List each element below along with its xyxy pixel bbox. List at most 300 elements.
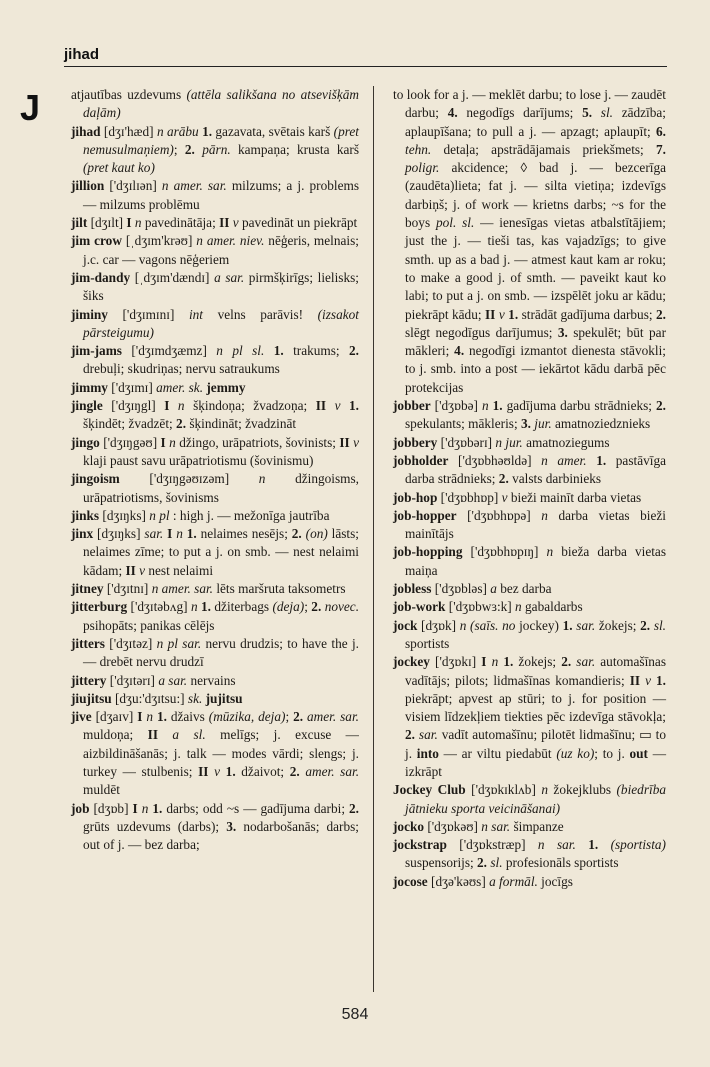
entry-bold-text: 1. (349, 398, 359, 414)
entry-bold-text: 2. (176, 416, 187, 432)
dictionary-entry (71, 800, 359, 855)
entry-italic-text: v (498, 306, 505, 322)
entry-italic-text: n (491, 654, 499, 670)
entry-text: lēts maršruta taksometrs (213, 581, 346, 597)
entry-bold-text: 1. (596, 452, 607, 468)
right-column (393, 86, 666, 891)
entry-bold-text: II (339, 434, 350, 450)
entry-bold-text: 2. (184, 141, 195, 157)
entry-text: gadījuma darbu strādnieks; (502, 398, 657, 414)
entry-italic-text: v (353, 434, 360, 450)
entry-italic-text: a sar. (158, 672, 188, 688)
entry-bold-text: jobbery (393, 434, 438, 450)
entry-bold-text: jemmy (206, 379, 246, 395)
entry-bold-text: jujitsu (205, 690, 243, 706)
entry-text: [dʒu:'dʒɪtsu:] (111, 690, 188, 706)
entry-text (158, 727, 172, 742)
entry-italic-text: sl. (490, 855, 503, 871)
entry-italic-text: n (190, 599, 198, 615)
entry-text: psihopāts; panikas cēlējs (83, 617, 215, 633)
entry-text: ['dʒɒbhɒp] (437, 489, 502, 505)
left-column (71, 86, 359, 854)
entry-italic-text: n amer. sar. (161, 178, 227, 194)
entry-text: — ar viltu piedabūt (438, 745, 557, 761)
entry-text: žokejklubs (547, 782, 617, 798)
entry-bold-text: II (629, 672, 641, 688)
entry-bold-text: into (416, 745, 439, 761)
entry-text: atjautības uzdevums (71, 87, 187, 102)
entry-bold-text: II (315, 398, 327, 414)
entry-italic-text: a formāl. (489, 873, 538, 889)
entry-italic-text: sar. (576, 617, 596, 633)
dictionary-entry (393, 781, 666, 818)
entry-bold-text: 5. (582, 105, 593, 121)
entry-bold-text: jitters (71, 635, 105, 651)
entry-text: nervu drudzis; to have the j. — drebēt nervu drudzī (83, 635, 359, 670)
entry-text (587, 453, 597, 468)
entry-bold-text: jock (393, 617, 418, 633)
entry-italic-text: a sar. (214, 269, 245, 285)
entry-bold-text: Jockey Club (393, 782, 466, 798)
entry-text: piekrāpt; apvest ap stūri; to j. for position — visiem līdzekļiem tiekties pēc izdevīga stāvokļa; (405, 690, 666, 725)
entry-italic-text: v (214, 763, 221, 779)
entry-text (576, 837, 588, 852)
dictionary-entry (393, 434, 666, 452)
page-number: 584 (341, 1006, 369, 1023)
entry-text: [dʒɪŋks] (93, 526, 145, 542)
entry-text: ; (304, 599, 312, 615)
entry-text: ['dʒɒbləs] (431, 581, 491, 597)
dictionary-entry (71, 672, 359, 690)
dictionary-entry (71, 507, 359, 525)
entry-bold-text: jingle (71, 398, 103, 414)
entry-italic-text: a sl. (172, 727, 206, 743)
entry-bold-text: job-hop (393, 489, 438, 505)
entry-bold-text: jinks (71, 507, 100, 523)
entry-text (326, 398, 335, 413)
dictionary-entry (71, 86, 359, 123)
entry-italic-text: sar. (418, 727, 438, 743)
entry-bold-text: jihad (71, 123, 101, 139)
dictionary-entry (393, 397, 666, 434)
entry-text: suspensorijs; (405, 855, 478, 871)
entry-bold-text: job (71, 800, 90, 816)
dictionary-entry (71, 690, 359, 708)
entry-text: pavedinātāja; (141, 215, 220, 231)
entry-text: nodarbošanās; darbs; out of j. — bez darba; (83, 818, 359, 853)
entry-text: klaji paust savu urāpatriotismu (šovinismu) (83, 452, 314, 468)
entry-text: džingo, urāpatriots, šovinists; (175, 434, 340, 450)
dictionary-entry (71, 525, 359, 580)
entry-text: melīgs; j. excuse — aizbildināšanās; j. talk — modes vārdi; slengs; j. turkey — stulbenis; (83, 727, 359, 779)
entry-text (598, 837, 610, 852)
entry-bold-text: 2. (291, 526, 302, 542)
entry-bold-text: jinx (71, 526, 94, 542)
entry-text: vadīt automašīnu; pilotēt lidmašīnu; ▭ to j. (405, 727, 666, 761)
entry-text: ['dʒɒkɪklʌb] (465, 782, 542, 798)
entry-bold-text: jim crow (71, 233, 122, 249)
entry-bold-text: 4. (454, 343, 465, 359)
entry-text: zādzība; aplaupīšana; to pull a j. — apzagt; aplaupīt; (405, 105, 666, 139)
entry-text: ['dʒɒbhɒpɪŋ] (462, 544, 547, 560)
entry-text: kampaņa; krusta karš (230, 141, 359, 157)
entry-bold-text: jobless (393, 581, 432, 597)
section-letter: J (20, 87, 41, 128)
entry-bold-text: II (219, 215, 230, 231)
entry-text: šķindoņa; žvadzoņa; (184, 398, 316, 414)
entry-text: — izkrāpt (405, 745, 667, 779)
entry-text: spekulants; mākleris; (405, 416, 521, 432)
entry-bold-text: jitney (71, 581, 104, 597)
entry-bold-text: jimmy (71, 379, 108, 395)
entry-bold-text: jitterburg (71, 599, 128, 615)
entry-bold-text: 1. (562, 617, 573, 633)
entry-text: bez darba (496, 581, 552, 597)
dictionary-entry (71, 708, 359, 799)
entry-text (264, 343, 273, 358)
entry-italic-text: n pl sl. (216, 343, 265, 359)
entry-italic-text: n (176, 526, 183, 542)
entry-italic-text: tehn. (405, 141, 432, 157)
entry-bold-text: 1. (201, 599, 212, 615)
entry-text: darbs; odd ~s — gadījuma darbi; (162, 800, 350, 816)
entry-text: : high j. — mežonīga jautrība (169, 507, 330, 523)
entry-text: — ienesīgas vietas atbalstītājiem; just the j. — tieši tas, kas vajadzīgs; to give smth. up as a bad j. — atmest kaut kam ar roku; to make a good j. of smth. — paveikt kaut ko labi; to put a j. on smb. — izspēlēt joku ar kādu; piekrāpt kādu; (405, 215, 666, 322)
entry-text: valsts darbinieks (508, 471, 602, 487)
dictionary-entry (71, 470, 359, 507)
entry-bold-text: 1. (492, 398, 503, 414)
entry-text: [dʒɪŋks] (99, 507, 150, 523)
entry-text: ['dʒɪtəz] (104, 635, 157, 651)
entry-text: negodīgs darījums; (457, 105, 583, 121)
entry-bold-text: 2. (498, 471, 509, 487)
entry-italic-text: (deja) (272, 599, 305, 615)
entry-bold-text: jittery (71, 672, 107, 688)
entry-italic-text: n (146, 709, 153, 725)
dictionary-entry (393, 653, 666, 781)
entry-bold-text: 1. (156, 709, 167, 725)
entry-bold-text: 1. (508, 306, 519, 322)
entry-italic-text: n sar. (481, 818, 511, 834)
entry-text: ['dʒɒkəʊ] (424, 818, 482, 834)
entry-text: nest nelaimi (145, 562, 214, 578)
dictionary-entry (393, 818, 666, 836)
dictionary-entry (393, 598, 666, 616)
entry-text: milzums; a j. problems — milzums problēmu (83, 178, 359, 212)
entry-bold-text: 3. (520, 416, 531, 432)
entry-italic-text: jur. (534, 416, 552, 432)
entry-text: pastāvīga darba strādnieks; (405, 452, 666, 487)
entry-italic-text: int (188, 306, 204, 322)
entry-italic-text: n sar. (537, 837, 576, 853)
dictionary-entry (393, 873, 666, 891)
entry-text: grūts uzdevums (darbs); (83, 818, 227, 834)
entry-italic-text: n pl (149, 507, 170, 523)
entry-text: ['dʒɒbərɪ] (437, 434, 496, 450)
entry-bold-text: I (132, 800, 138, 816)
entry-text: ['dʒɒkɪ] (429, 654, 482, 670)
entry-italic-text: v (501, 489, 508, 505)
entry-italic-text: n (177, 398, 185, 414)
entry-bold-text: out (629, 745, 648, 761)
entry-bold-text: job-hopping (393, 544, 463, 560)
entry-italic-text: n (258, 471, 266, 487)
dictionary-entry (393, 617, 666, 654)
entry-italic-text: poligr. (405, 160, 440, 176)
entry-italic-text: n (134, 215, 142, 231)
entry-bold-text: II (485, 306, 496, 322)
dictionary-entry (393, 86, 666, 397)
entry-bold-text: 4. (447, 105, 458, 121)
entry-italic-text: (on) (305, 526, 328, 542)
entry-italic-text: amer. sar. (307, 709, 359, 725)
entry-text: bieži mainīt darba vietas (507, 489, 642, 505)
entry-text: velns parāvis! (203, 306, 318, 322)
entry-text: [ˌdʒɪm'dændɪ] (130, 269, 215, 285)
entry-bold-text: 1. (273, 343, 284, 359)
entry-text: ['dʒɒbhəʊldə] (448, 452, 542, 468)
dictionary-entry (393, 543, 666, 580)
entry-text: džaivot; (235, 763, 290, 779)
entry-text: ; (173, 141, 185, 157)
entry-text: akcidence; ◊ bad j. — bezcerīga (zaudēta)lieta; fat j. — silta vietiņa; izdevīgs darbiņš; j. of work — krietns darbs; ~s for the boys (405, 160, 666, 231)
entry-bold-text: jiminy (71, 306, 108, 322)
entry-italic-text: n (saīs. no (459, 617, 516, 633)
entry-text: ['dʒɒbwɜ:k] (445, 599, 516, 615)
running-head: jihad (64, 46, 100, 63)
entry-text: šķindēt; žvadzēt; (83, 416, 177, 432)
entry-italic-text: sk. (187, 690, 203, 706)
entry-text: muldoņa; (83, 727, 148, 743)
dictionary-entry (71, 598, 359, 635)
entry-text: nervains (187, 672, 236, 688)
dictionary-entry (71, 635, 359, 672)
entry-text: [dʒɒb] (89, 800, 133, 816)
entry-bold-text: jingo (71, 434, 100, 450)
entry-text: pirmšķirīgs; lielisks; šiks (83, 269, 359, 304)
dictionary-entry (393, 836, 666, 873)
entry-text: nēģeris, melnais; j.c. car — vagons nēģeriem (83, 233, 359, 267)
entry-bold-text: II (198, 763, 209, 779)
entry-text: [dʒɒk] (417, 617, 460, 633)
entry-italic-text: n (541, 507, 548, 523)
entry-italic-text: n jur. (495, 434, 523, 450)
entry-bold-text: I (126, 215, 132, 231)
entry-text: ['dʒɪmɪnɪ] (107, 306, 189, 322)
dictionary-entry (393, 580, 666, 598)
entry-bold-text: 3. (226, 818, 237, 834)
entry-text: ['dʒɪtnɪ] (103, 581, 152, 597)
entry-text (341, 398, 350, 413)
entry-text: žokejs; (595, 617, 641, 633)
entry-text: amatnoziegums (522, 434, 610, 450)
entry-bold-text: job-hopper (393, 507, 457, 523)
entry-italic-text: sl. (653, 617, 667, 633)
entry-italic-text: sar. (576, 654, 596, 670)
entry-bold-text: 1. (152, 800, 163, 816)
entry-text: ['dʒɪŋgəʊɪzəm] (119, 471, 259, 487)
entry-italic-text: n arābu (156, 123, 199, 139)
entry-text: bieža darba vietas maiņa (405, 544, 666, 578)
dictionary-entry (71, 269, 359, 306)
entry-italic-text: sar. (144, 526, 164, 542)
entry-text: ['dʒɪŋgl] (102, 398, 165, 414)
entry-italic-text: n (515, 599, 522, 615)
entry-text: jocīgs (537, 873, 573, 889)
dictionary-entry (71, 397, 359, 434)
entry-bold-text: jim-dandy (71, 269, 131, 285)
entry-italic-text: (pret nemusulmaņiem) (83, 123, 359, 157)
entry-italic-text: (sportista) (610, 837, 666, 853)
entry-text: muldēt (83, 782, 120, 798)
entry-bold-text: jilt (71, 215, 88, 231)
entry-text: strādāt gadījuma darbus; (518, 306, 657, 322)
entry-bold-text: 2. (289, 763, 300, 779)
entry-text: profesionāls sportists (502, 855, 619, 871)
entry-text: drebuļi; skudriņas; nervu satraukums (83, 361, 280, 377)
entry-italic-text: pārn. (202, 141, 231, 157)
entry-italic-text: v (334, 398, 341, 414)
entry-italic-text: v (232, 215, 239, 231)
entry-bold-text: jillion (71, 178, 105, 194)
dictionary-entry (393, 507, 666, 544)
entry-text: gazavata, svētais karš (212, 123, 334, 139)
entry-bold-text: 2. (656, 306, 666, 322)
dictionary-entry (71, 342, 359, 379)
entry-bold-text: 6. (656, 123, 666, 139)
entry-bold-text: 1. (186, 526, 197, 542)
entry-text: ['dʒɒbhɒpə] (456, 507, 542, 523)
entry-bold-text: jim-jams (71, 343, 122, 359)
entry-italic-text: n (541, 782, 548, 798)
entry-italic-text: (biedrība jātnieku sporta veicināšanai) (405, 782, 666, 816)
dictionary-entry (71, 232, 359, 269)
entry-text: negodīgi izmantot dienesta stāvokli; to j. smb. into a post — iekārtot kādu darbā pēc protekcijas (405, 343, 666, 395)
entry-bold-text: 2. (405, 727, 415, 743)
entry-text: ['dʒɪmdʒæmz] (121, 343, 217, 359)
entry-italic-text: n amer. niev. (196, 233, 265, 249)
entry-text: ['dʒɪŋgəʊ] (99, 434, 161, 450)
entry-bold-text: 1. (198, 123, 213, 139)
entry-text (592, 105, 601, 120)
header-rule (64, 66, 667, 67)
entry-italic-text: v (645, 672, 651, 688)
dictionary-entry (71, 580, 359, 598)
entry-bold-text: 2. (293, 709, 304, 725)
entry-bold-text: 2. (349, 343, 359, 359)
entry-text: detaļa; apstrādājamais priekšmets; (431, 141, 657, 157)
entry-italic-text: pol. sl. (435, 215, 475, 231)
entry-italic-text: (pret kaut ko) (83, 160, 155, 176)
entry-italic-text: n (141, 800, 149, 816)
entry-text: ['dʒɒbə] (430, 398, 482, 414)
entry-text: džiterbags (211, 599, 273, 615)
entry-bold-text: I (137, 709, 143, 725)
dictionary-entry (71, 434, 359, 471)
entry-bold-text: II (125, 562, 136, 578)
entry-italic-text: n (546, 544, 554, 560)
entry-text: ['dʒɪmɪ] (107, 379, 157, 395)
entry-italic-text: novec. (324, 599, 360, 615)
entry-italic-text: sl. (600, 105, 613, 121)
entry-text: ['dʒɪtəbʌg] (127, 599, 191, 615)
entry-italic-text: (attēla salikšana no atsevišķām daļām) (83, 87, 359, 121)
entry-bold-text: I (160, 434, 166, 450)
entry-italic-text: n pl sar. (156, 635, 202, 651)
entry-bold-text: jingoism (71, 471, 120, 487)
entry-text: darba vietas bieži mainītājs (405, 507, 666, 542)
entry-bold-text: I (164, 398, 170, 414)
entry-italic-text: (izsakot pārsteigumu) (83, 306, 359, 340)
entry-text: džaivs (166, 709, 209, 725)
entry-italic-text: a (490, 581, 497, 597)
entry-text: jockey) (515, 617, 563, 633)
entry-text: ['dʒɪlɪən] (104, 178, 162, 194)
entry-bold-text: jocose (393, 873, 428, 889)
entry-text: šķindināt; žvadzināt (186, 416, 297, 432)
entry-text: šimpanze (510, 818, 564, 834)
entry-text: trakums; (283, 343, 350, 359)
entry-italic-text: (uz ko) (556, 745, 595, 761)
dictionary-entry (71, 379, 359, 397)
entry-bold-text: jiujitsu (71, 690, 112, 706)
entry-bold-text: jobholder (393, 452, 449, 468)
dictionary-entry (71, 306, 359, 343)
entry-italic-text: amer. sar. (305, 763, 360, 779)
entry-bold-text: jocko (393, 818, 425, 834)
entry-text: džingoisms, urāpatriotisms, šovinisms (83, 471, 359, 505)
entry-text (169, 398, 178, 413)
entry-text: lāsts; nelaimes zīme; to put a j. on smb. — nest nelaimi kādam; (83, 526, 359, 578)
entry-bold-text: 1. (503, 654, 514, 670)
entry-text: [dʒə'kəʊs] (427, 873, 490, 889)
entry-bold-text: 7. (656, 141, 666, 157)
entry-bold-text: 3. (557, 324, 568, 340)
entry-text: spekulēt; būt par mākleri; (405, 324, 666, 359)
entry-italic-text: n (169, 434, 176, 450)
entry-italic-text: (mūzika, deja) (208, 709, 286, 725)
entry-bold-text: 1. (656, 672, 667, 688)
entry-text: [ˌdʒɪm'krəʊ] (121, 233, 197, 249)
entry-italic-text: amer. sk. (156, 379, 204, 395)
entry-bold-text: 2. (640, 617, 651, 633)
entry-bold-text: I (167, 526, 173, 542)
entry-text: automašīnas vadītājs; pilots; lidmašīnas komandieris; (405, 654, 666, 688)
entry-text: ['dʒɒkstræp] (446, 837, 538, 853)
entry-bold-text: jockey (393, 654, 430, 670)
entry-bold-text: jobber (393, 398, 431, 414)
entry-bold-text: 2. (656, 398, 666, 414)
dictionary-entry (393, 489, 666, 507)
entry-bold-text: jive (71, 709, 92, 725)
entry-text: žokejs; (513, 654, 562, 670)
entry-bold-text: job-work (393, 599, 446, 615)
entry-text: ; to j. (594, 745, 630, 761)
entry-bold-text: jockstrap (393, 837, 447, 853)
entry-bold-text: 2. (561, 654, 572, 670)
dictionary-entry (71, 123, 359, 178)
entry-bold-text: II (147, 727, 158, 743)
entry-text: to look for a j. — meklēt darbu; to lose j. — zaudēt darbu; (393, 87, 666, 121)
entry-text: ['dʒɪtərɪ] (106, 672, 159, 688)
entry-bold-text: 2. (311, 599, 322, 615)
dictionary-entry (71, 214, 359, 232)
entry-text: pavedināt un piekrāpt (238, 215, 358, 231)
entry-italic-text: n (481, 398, 489, 414)
entry-italic-text: n amer. (541, 452, 587, 468)
entry-italic-text: v (139, 562, 146, 578)
entry-text: slēgt negodīgus darījumus; (405, 324, 558, 340)
